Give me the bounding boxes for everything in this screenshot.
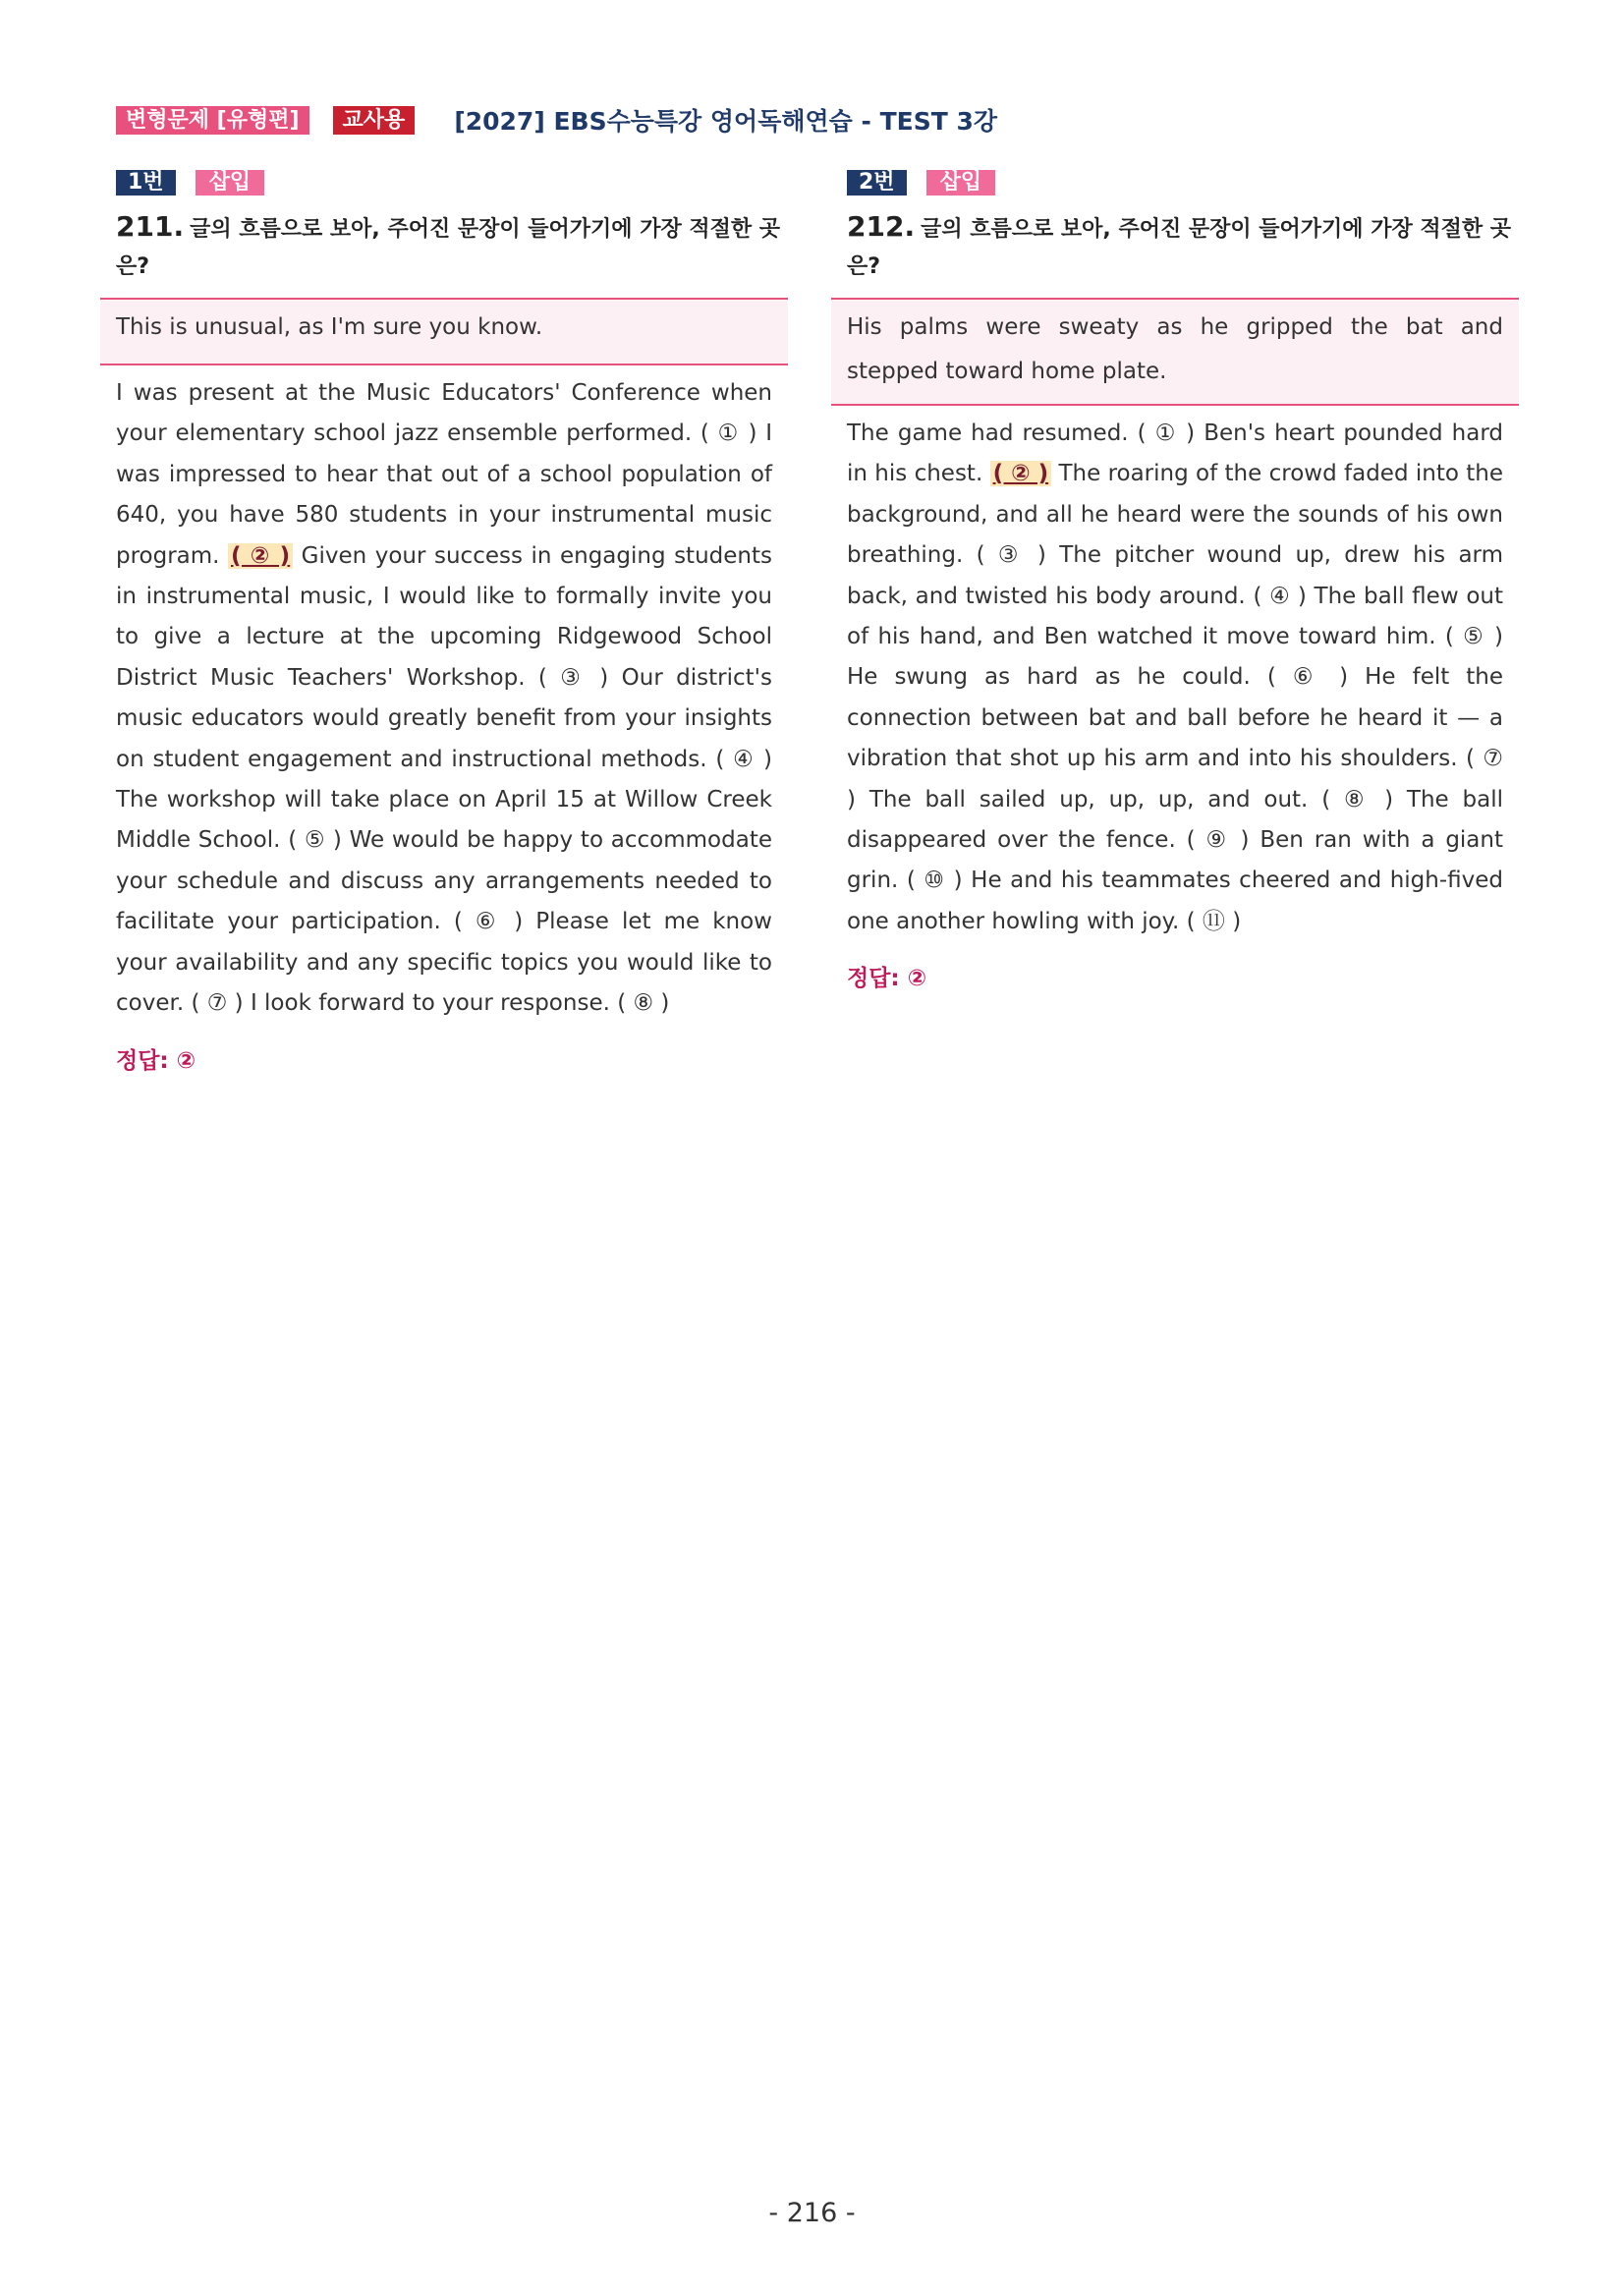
passage-after: Given your success in engaging students in instrumental music, I would like to formally invite you to give a lecture at the upcoming Ridgewood School District Music Teachers' Workshop. ( ③ ) Our district's music educators would greatly benefit from your insights on student engagement and instructional methods. ( ④ ) The workshop will take place on April 15 at Willow Creek Middle School. ( ⑤ ) We would be happy to accommodate your schedule and discuss any arrangements needed to facilitate your participation. ( ⑥ ) Please let me know your availability and any specific topics you would like to cover. ( ⑦ ) I look forward to your response. ( ⑧ )	[116, 542, 772, 1017]
variant-tag: 변형문제 [유형편]	[116, 106, 309, 135]
passage	[831, 406, 1519, 942]
answer-position-mark: ( ② )	[228, 543, 293, 569]
given-sentence: This is unusual, as I'm sure you know.	[100, 298, 788, 365]
page-header	[116, 104, 997, 136]
passage-before: The game had resumed. ( ① ) Ben's heart pounded hard in his chest.	[847, 420, 1503, 487]
page-number: - 216 -	[768, 2198, 856, 2228]
given-sentence: His palms were sweaty as he gripped the bat and stepped toward home plate.	[831, 298, 1519, 406]
answer-key: 정답: ②	[847, 966, 927, 992]
passage-after: The roaring of the crowd faded into the background, and all he heard were the sounds of his own breathing. ( ③ ) The pitcher wound up, drew his arm back, and twisted his body around. ( ④ ) The ball flew out of his hand, and Ben watched it move toward him. ( ⑤ ) He swung as hard as he could. ( ⑥ ) He felt the connection between bat and ball before he heard it — a vibration that shot up his arm and into his shoulders. ( ⑦ ) The ball sailed up, up, up, and out. ( ⑧ ) The ball disappeared over the fence. ( ⑨ ) Ben ran with a giant grin. ( ⑩ ) He and his teammates cheered and high-fived one another howling with joy. ( ⑪ )	[847, 461, 1503, 934]
question-text: 글의 흐름으로 보아, 주어진 문장이 들어가기에 가장 적절한 곳은?	[116, 217, 781, 279]
passage-before: I was present at the Music Educators' Conference when your elementary school jazz ensemble performed. ( ① ) I was impressed to hear that out of a school population of 640, you have 580 students in your instrumental music program.	[116, 380, 772, 569]
question-2	[831, 169, 1519, 992]
question-type-tag: 삽입	[926, 170, 996, 196]
answer-position-mark: ( ② )	[990, 461, 1052, 486]
question-type-tag: 삽입	[196, 170, 265, 196]
question-text: 글의 흐름으로 보아, 주어진 문장이 들어가기에 가장 적절한 곳은?	[847, 217, 1512, 279]
question-prompt	[100, 208, 784, 286]
question-number: 211.	[116, 210, 185, 243]
teacher-tag: 교사용	[333, 106, 416, 135]
question-number-tag: 2번	[847, 170, 907, 196]
question-tags	[831, 169, 1519, 196]
question-prompt	[831, 208, 1515, 286]
question-number-tag: 1번	[116, 170, 176, 196]
document-title: [2027] EBS수능특강 영어독해연습 - TEST 3강	[454, 107, 998, 136]
answer-key: 정답: ②	[116, 1047, 196, 1074]
passage	[100, 365, 788, 1025]
question-1	[100, 169, 788, 1075]
question-tags	[100, 169, 788, 196]
question-number: 212.	[847, 210, 916, 243]
